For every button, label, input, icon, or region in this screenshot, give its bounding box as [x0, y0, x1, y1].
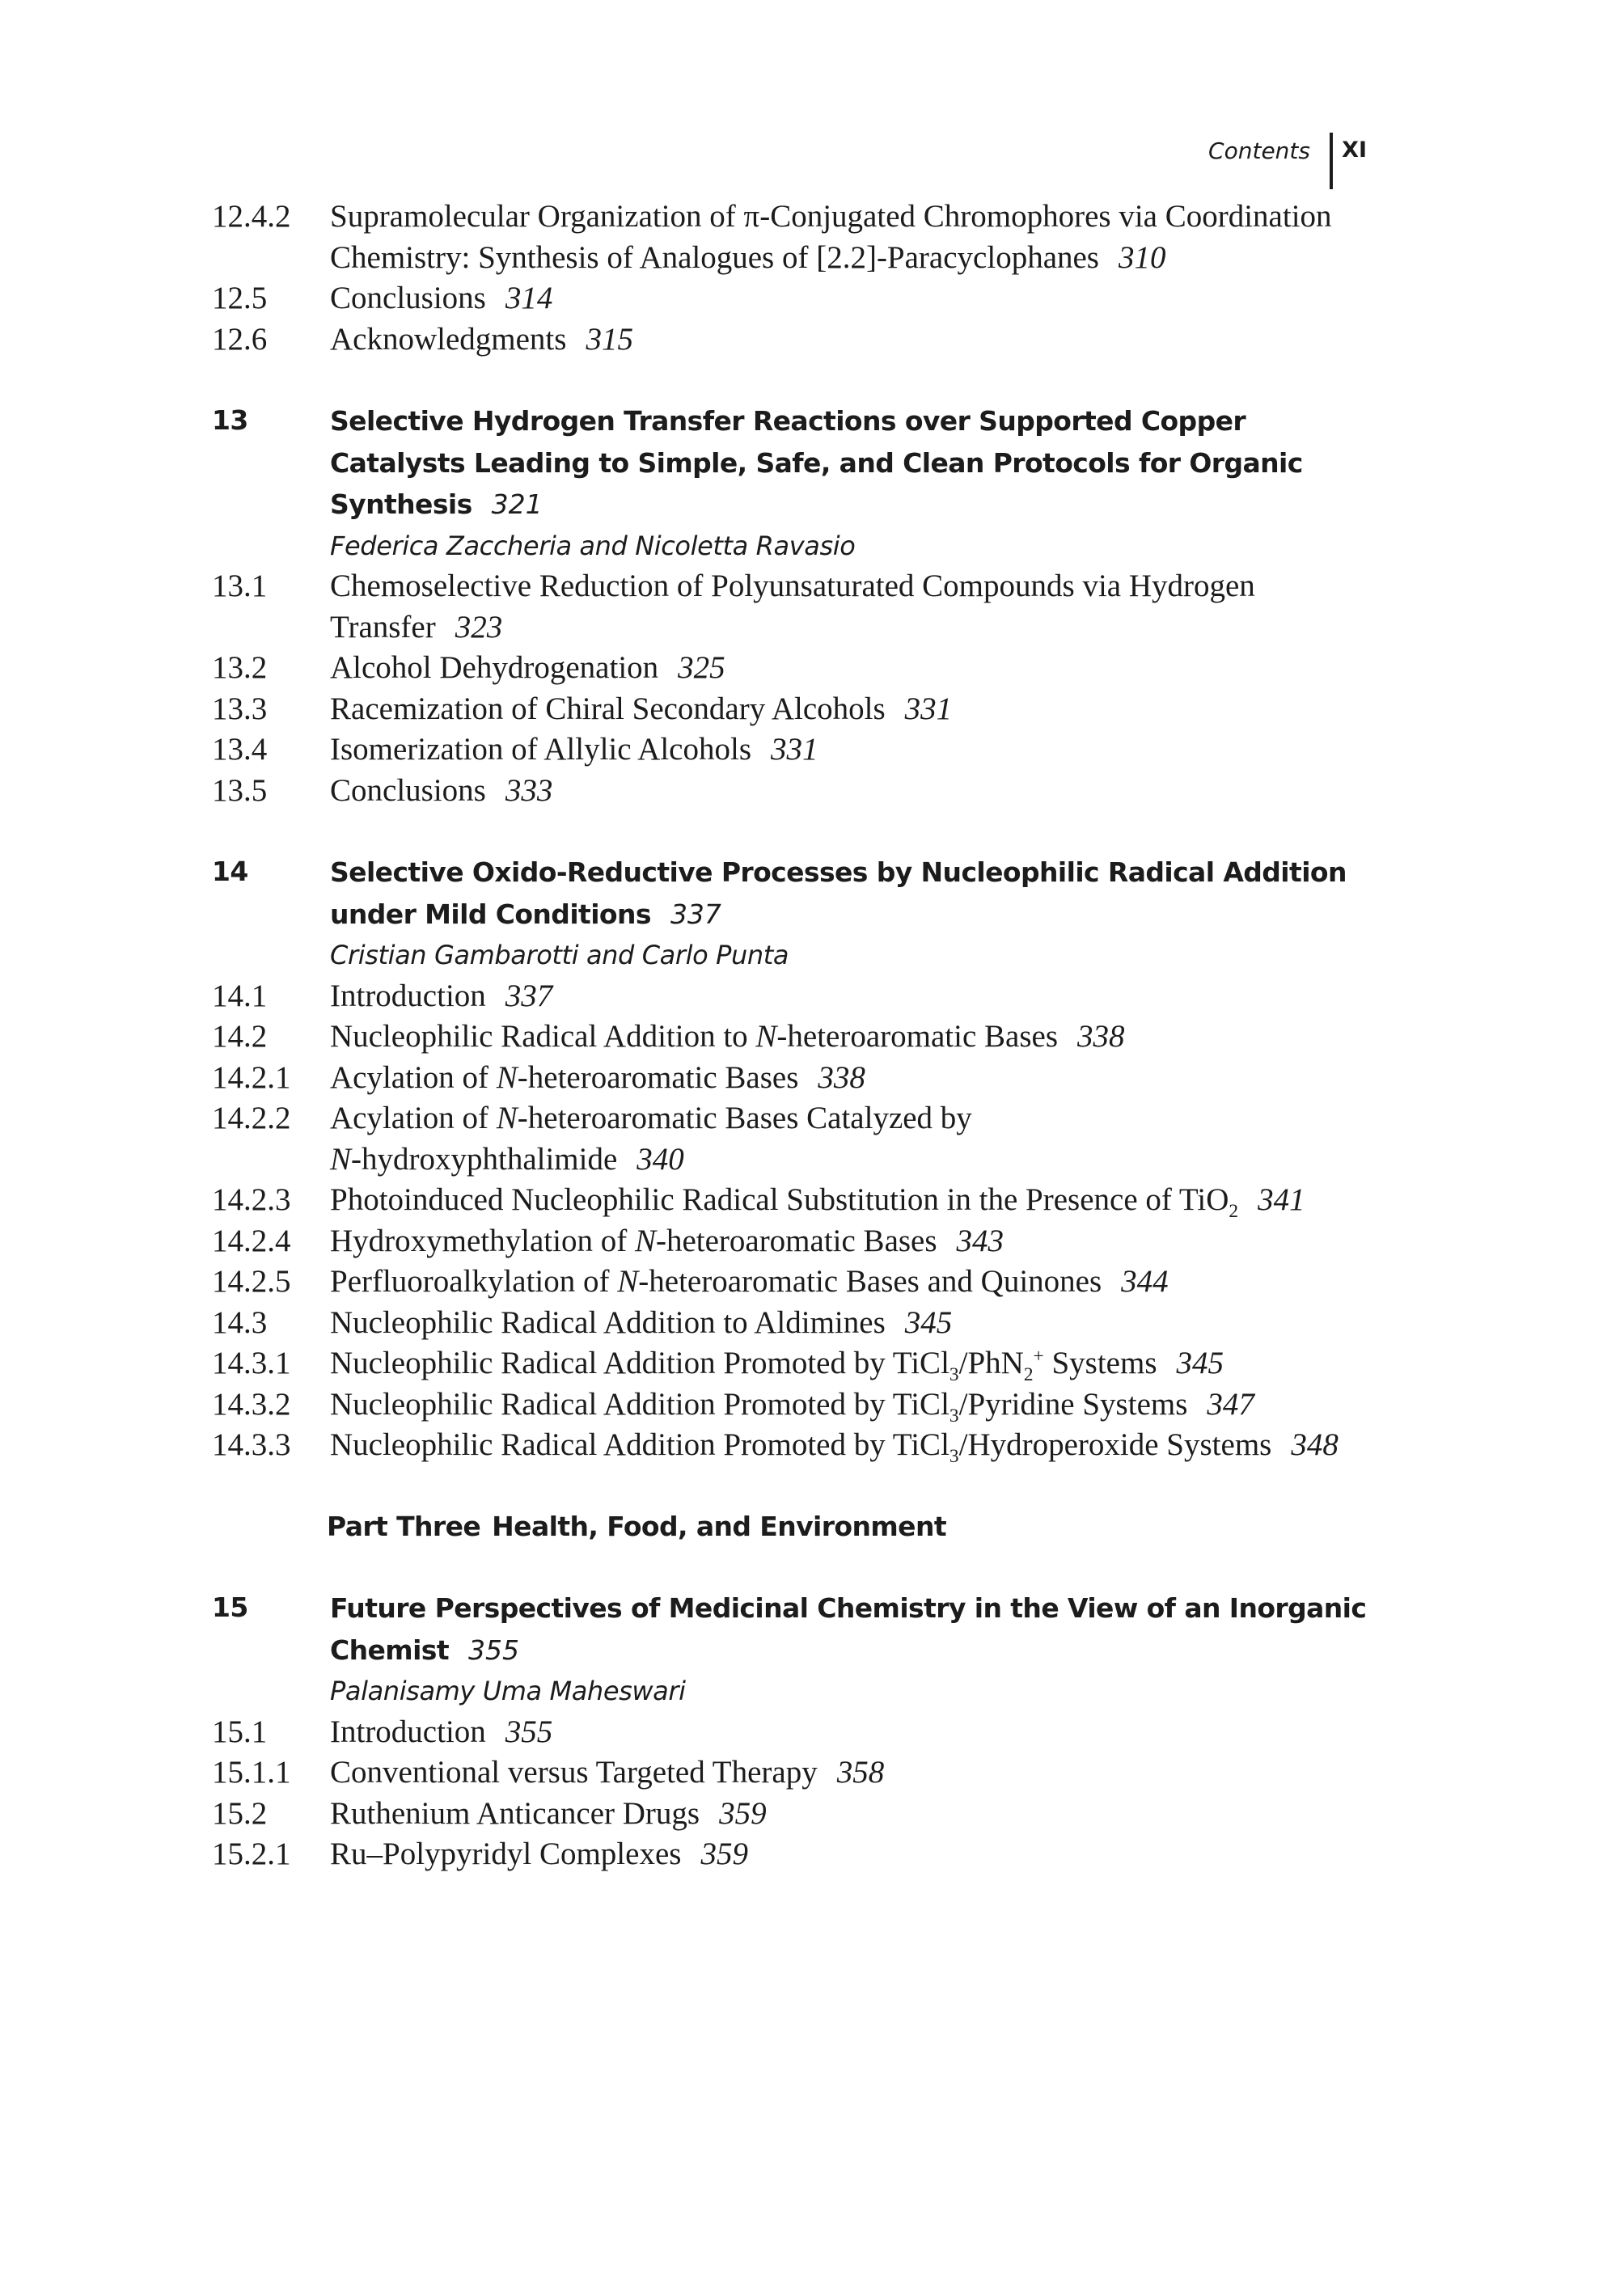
section-title: Acylation of N-heteroaromatic Bases Catalyzed by N-hydroxyphthalimide 340 [330, 1101, 972, 1177]
section-number: 14.2.3 [212, 1182, 291, 1217]
section-title: Nucleophilic Radical Addition to Aldimines 345 [330, 1304, 953, 1340]
section-number: 14.2.4 [212, 1223, 291, 1258]
page-ref: 310 [1119, 239, 1166, 275]
chapter-author: Cristian Gambarotti and Carlo Punta [330, 940, 789, 970]
page-ref: 348 [1291, 1427, 1339, 1462]
section-number: 12.6 [212, 321, 268, 357]
toc-entry-14-2-4[interactable] [212, 1221, 1377, 1262]
section-title: Nucleophilic Radical Addition Promoted by TiCl$_3$/Pyridine Systems 347 [330, 1386, 1254, 1427]
page-ref: 325 [678, 650, 725, 685]
toc-entry-14-2-3[interactable] [212, 1180, 1377, 1221]
page-ref: 359 [719, 1795, 767, 1831]
section-title: Photoinduced Nucleophilic Radical Substitution in the Presence of TiO$_2$ 341 [330, 1182, 1305, 1222]
section-title: Acknowledgments 315 [330, 321, 633, 357]
section-title: Nucleophilic Radical Addition Promoted by TiCl$_3$/PhN$_2$+ Systems 345 [330, 1346, 1224, 1385]
page-ref: 345 [904, 1304, 953, 1340]
toc-entry-14-2-2[interactable] [212, 1098, 1377, 1180]
toc-entry-13-3[interactable] [212, 689, 1377, 730]
section-title: Alcohol Dehydrogenation 325 [330, 650, 725, 685]
toc-entry-14-3-1[interactable] [212, 1343, 1377, 1384]
part-title: Health, Food, and Environment [492, 1510, 947, 1542]
chapter-number: 13 [212, 404, 248, 436]
section-title: Chemoselective Reduction of Polyunsaturated Compounds via Hydrogen Transfer 323 [330, 569, 1255, 645]
section-number: 14.3.2 [212, 1386, 291, 1422]
page-ref: 338 [1077, 1019, 1125, 1054]
toc-chapter-14[interactable] [212, 852, 1377, 976]
part-heading[interactable] [212, 1507, 1377, 1548]
page-ref: 338 [818, 1059, 865, 1095]
toc-chapter-15[interactable] [212, 1587, 1377, 1712]
section-number: 13.4 [212, 732, 268, 767]
section-title: Racemization of Chiral Secondary Alcohols 331 [330, 691, 953, 726]
section-number: 13.5 [212, 772, 268, 808]
section-title: Hydroxymethylation of N-heteroaromatic Bases 343 [330, 1223, 1004, 1258]
toc-entry-13-5[interactable] [212, 771, 1377, 812]
section-title: Isomerization of Allylic Alcohols 331 [330, 732, 818, 767]
section-number: 14.3.3 [212, 1427, 291, 1462]
table-of-contents [212, 197, 1377, 1875]
toc-entry-14-3-2[interactable] [212, 1384, 1377, 1426]
chapter-author: Palanisamy Uma Maheswari [330, 1676, 686, 1706]
section-title: Conclusions 314 [330, 281, 553, 315]
toc-entry-15-2-1[interactable] [212, 1834, 1377, 1875]
toc-entry-13-2[interactable] [212, 648, 1377, 689]
chapter-number: 14 [212, 856, 248, 887]
section-title: Introduction 337 [330, 978, 553, 1013]
toc-entry-15-1-1[interactable] [212, 1752, 1377, 1794]
page-ref: 355 [468, 1634, 520, 1666]
section-number: 14.2.5 [212, 1264, 291, 1299]
section-number: 13.2 [212, 650, 268, 685]
chapter-author: Federica Zaccheria and Nicoletta Ravasio [330, 530, 856, 561]
page-ref: 340 [636, 1141, 684, 1177]
section-number: 12.4.2 [212, 199, 291, 234]
section-title: Ruthenium Anticancer Drugs 359 [330, 1795, 767, 1831]
chapter-title: Selective Oxido-Reductive Processes by Nucleophilic Radical Addition under Mild Conditions 337 Cristian Gambarotti and Carlo Punta [330, 852, 1377, 976]
section-title: Ru–Polypyridyl Complexes 359 [330, 1837, 748, 1871]
page-ref: 315 [586, 321, 633, 357]
section-title: Acylation of N-heteroaromatic Bases 338 [330, 1059, 865, 1095]
toc-entry-12-5[interactable] [212, 278, 1377, 319]
section-number: 12.5 [212, 281, 268, 315]
section-number: 14.1 [212, 978, 268, 1013]
toc-entry-15-1[interactable] [212, 1712, 1377, 1753]
toc-entry-14-3[interactable] [212, 1303, 1377, 1344]
page-ref: 331 [771, 732, 818, 767]
section-title: Nucleophilic Radical Addition Promoted by TiCl$_3$/Hydroperoxide Systems 348 [330, 1427, 1339, 1467]
section-number: 14.2.1 [212, 1059, 291, 1095]
toc-entry-14-2[interactable] [212, 1017, 1377, 1058]
section-title: Nucleophilic Radical Addition to N-heteroaromatic Bases 338 [330, 1019, 1125, 1054]
toc-entry-14-3-3[interactable] [212, 1425, 1377, 1466]
section-title: Conventional versus Targeted Therapy 358 [330, 1755, 885, 1790]
toc-entry-13-1[interactable] [212, 566, 1377, 648]
section-number: 14.2 [212, 1019, 268, 1054]
toc-entry-13-4[interactable] [212, 729, 1377, 771]
section-title: Introduction 355 [330, 1714, 553, 1749]
section-number: 15.1.1 [212, 1755, 291, 1790]
running-header [1051, 133, 1407, 189]
header-divider [1330, 133, 1333, 189]
section-number: 15.2 [212, 1795, 268, 1831]
toc-entry-14-2-5[interactable] [212, 1262, 1377, 1303]
page-ref: 323 [455, 609, 503, 645]
section-number: 14.3.1 [212, 1346, 291, 1380]
page-ref: 355 [505, 1714, 553, 1749]
section-title: Supramolecular Organization of π-Conjugated Chromophores via Coordination Chemistry: Synthesis of Analogues of [2.2]-Paracyclophanes 310 [330, 199, 1332, 275]
toc-entry-15-2[interactable] [212, 1794, 1377, 1835]
section-title: Conclusions 333 [330, 772, 553, 808]
section-number: 15.2.1 [212, 1837, 291, 1871]
page-number: XI [1342, 137, 1367, 163]
toc-entry-14-1[interactable] [212, 976, 1377, 1017]
page-ref: 345 [1176, 1346, 1224, 1380]
page-ref: 347 [1207, 1386, 1254, 1422]
page-ref: 344 [1121, 1264, 1169, 1299]
section-number: 13.3 [212, 691, 268, 726]
running-header-label: Contents [1208, 137, 1310, 164]
page-ref: 337 [670, 898, 721, 930]
page-ref: 337 [505, 978, 553, 1013]
page-ref: 331 [904, 691, 953, 726]
page-ref: 343 [956, 1223, 1004, 1258]
chapter-title: Selective Hydrogen Transfer Reactions over Supported Copper Catalysts Leading to Simple, Safe, and Clean Protocols for Organic Synthesis 321 Federica Zaccheria and Nicoletta Ravasio [330, 400, 1377, 566]
section-number: 15.1 [212, 1714, 268, 1749]
chapter-title: Future Perspectives of Medicinal Chemistry in the View of an Inorganic Chemist 355 Palanisamy Uma Maheswari [330, 1587, 1377, 1712]
chapter-number: 15 [212, 1591, 248, 1623]
section-number: 14.2.2 [212, 1101, 291, 1135]
toc-entry-14-2-1[interactable] [212, 1058, 1377, 1099]
page-ref: 321 [491, 488, 543, 520]
toc-entry-12-6[interactable] [212, 319, 1377, 361]
page-ref: 314 [505, 281, 553, 315]
page-ref: 358 [836, 1755, 885, 1790]
section-number: 14.3 [212, 1304, 268, 1340]
page-ref: 341 [1258, 1182, 1305, 1217]
section-number: 13.1 [212, 569, 268, 603]
page-ref: 333 [505, 772, 553, 808]
section-title: Perfluoroalkylation of N-heteroaromatic Bases and Quinones 344 [330, 1264, 1169, 1299]
part-label: Part Three [327, 1510, 481, 1542]
toc-entry-12-4-2[interactable] [212, 197, 1377, 278]
page-ref: 359 [700, 1837, 748, 1871]
toc-chapter-13[interactable] [212, 400, 1377, 566]
